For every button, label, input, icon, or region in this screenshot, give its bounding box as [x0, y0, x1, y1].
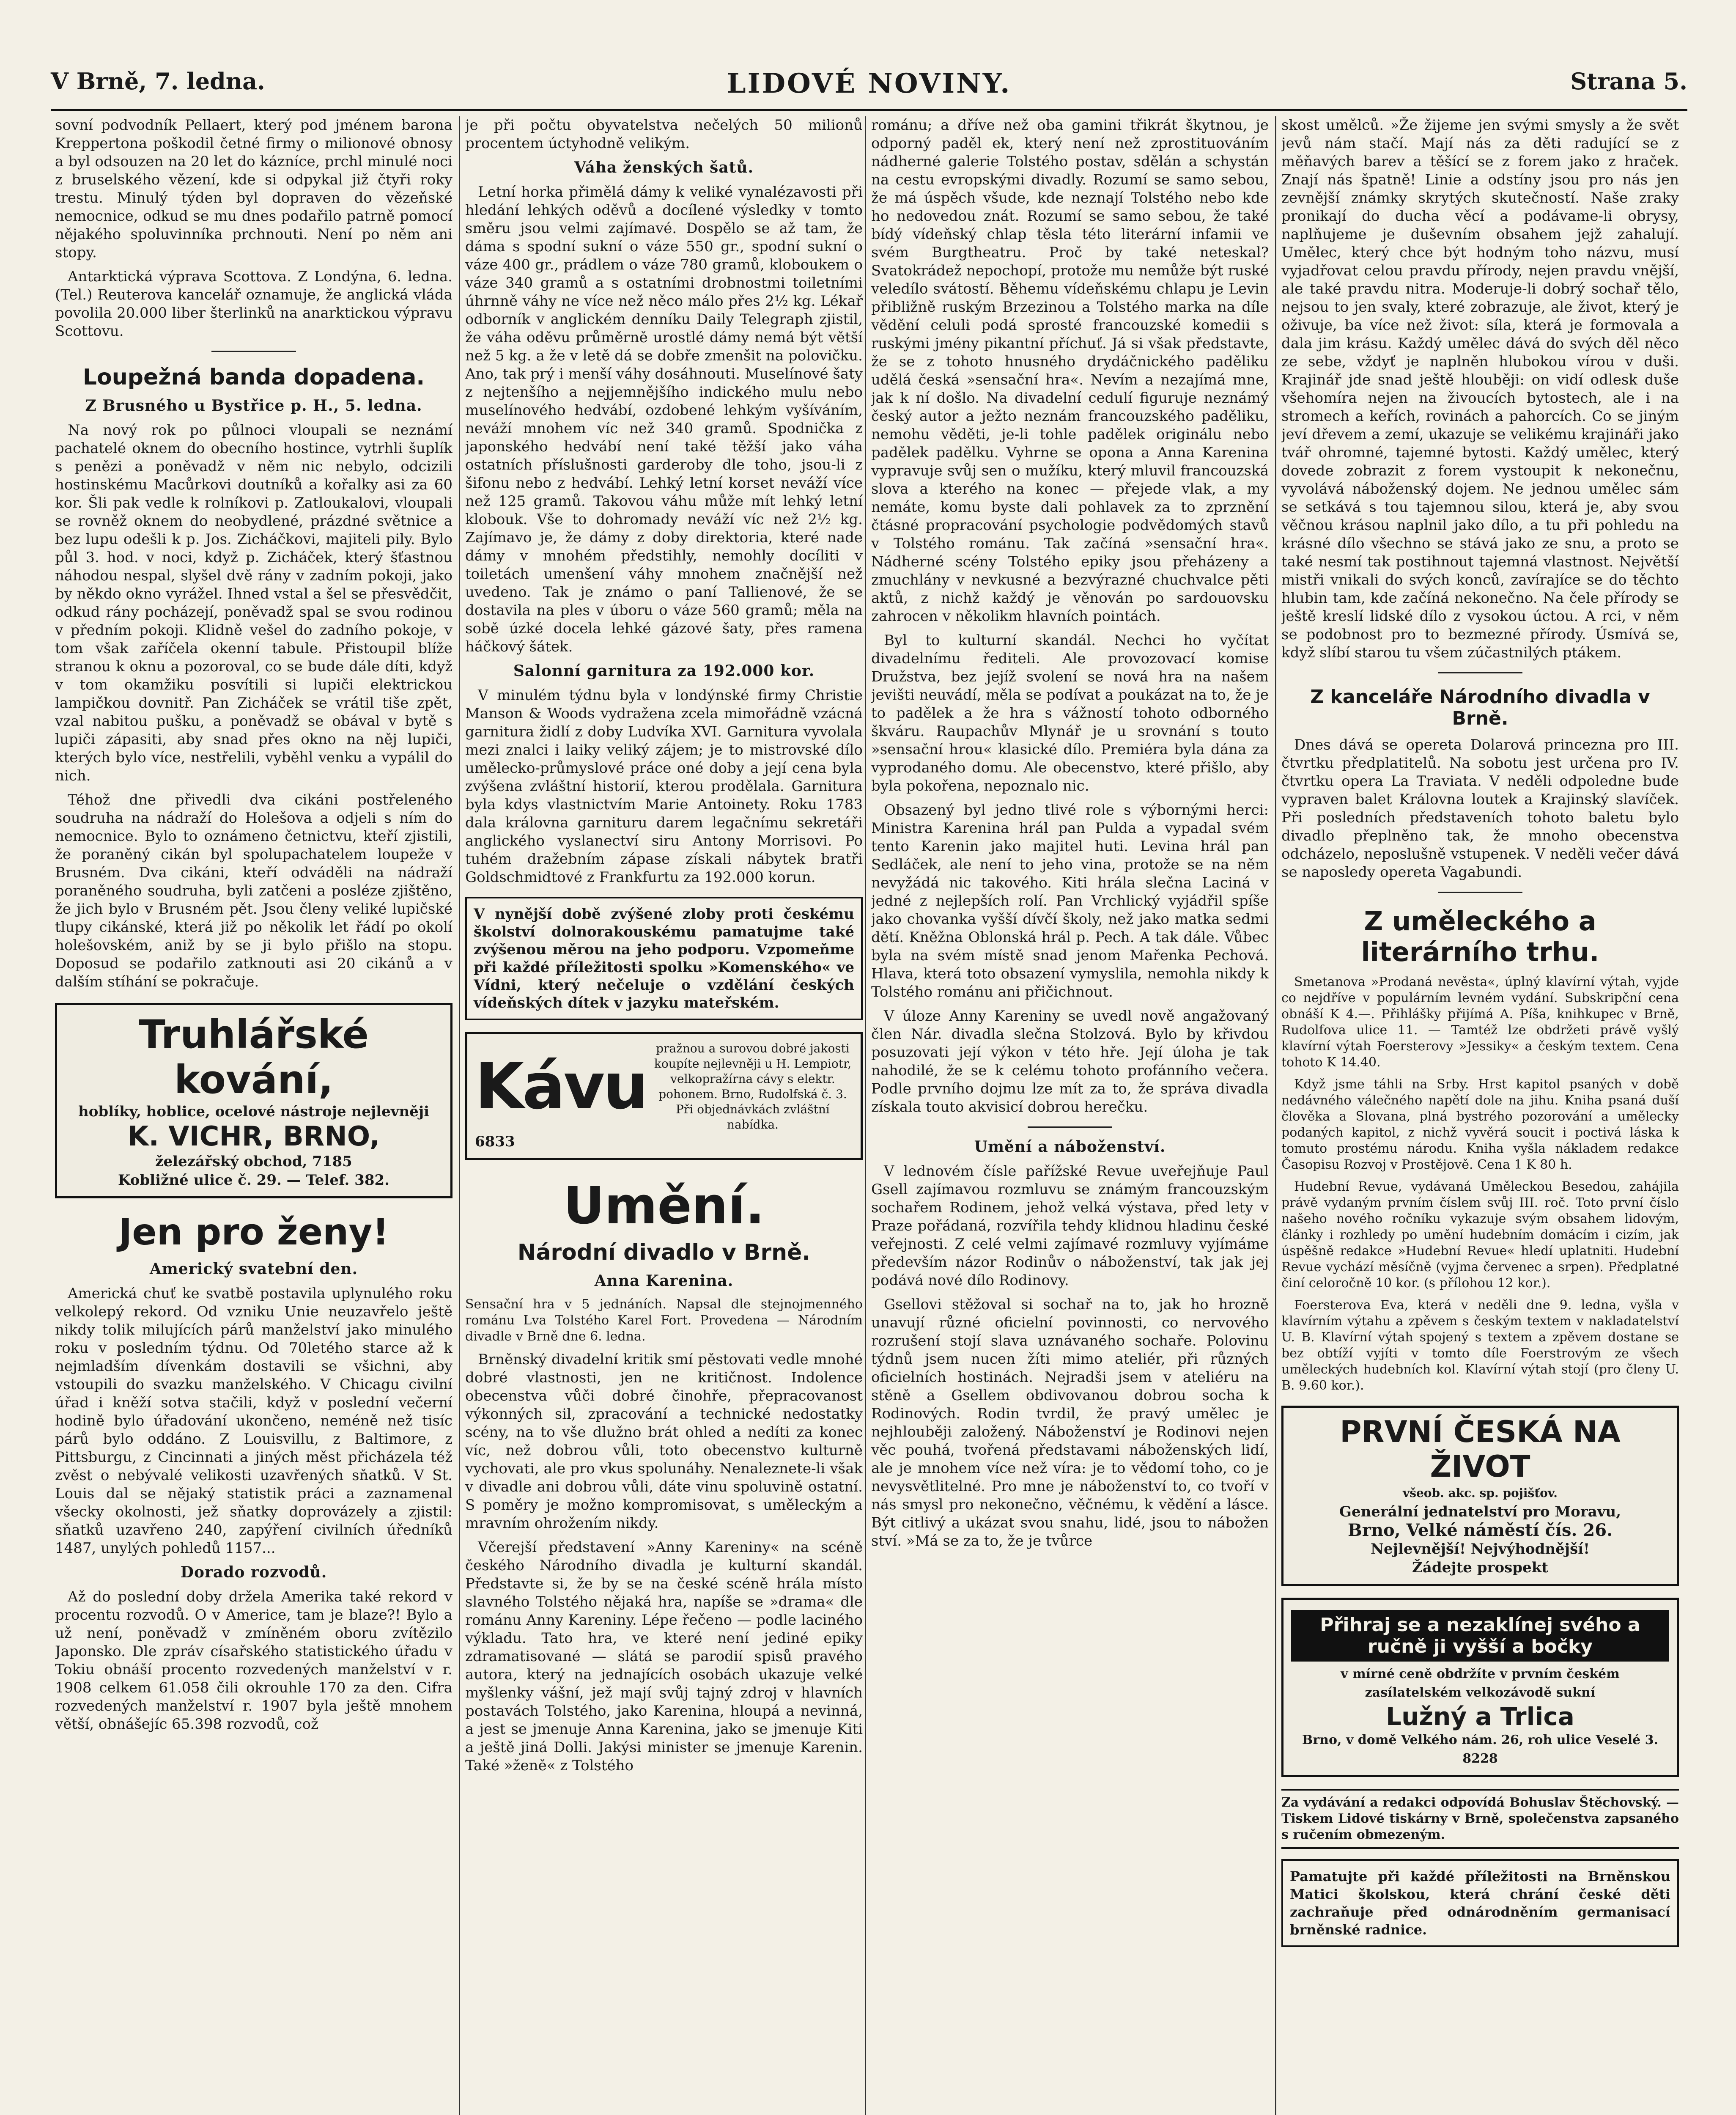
headline-narodni-divadlo: Národní divadlo v Brně.	[517, 1240, 811, 1265]
ad-text: pražnou a surovou dobré jakosti koupíte nejlevněji u H. Lempiotr, velkopražírna cávy s elektr. pohonem. Brno, Rudolfská č. 3. Při objednávkách zvláštní nabídka.	[654, 1041, 852, 1132]
subheading: Dorado rozvodů.	[180, 1563, 327, 1581]
article-text: Byl to kulturní skandál. Nechci ho vyčítat divadelnímu řediteli. Ale provozovací komise Družstva, bez jejíž svolení se nová hra na našem jevišti neuvádí, měla se podívat a poukázat na to, že je to padělek a že hra s vážností tohoto odborného škváru. Raupachův Mlynář je u srovnání s touto »sensační hrou« klasické dílo. Premiéra byla dána za vyprodaného domu. Ale obecenstvo, které přišlo, aby byla pokořena, nepoznalo nic.	[871, 632, 1269, 794]
subheading: Americký svatební den.	[149, 1260, 358, 1278]
article-text: Obsazený byl jedno tlivé role s výbornými herci: Ministra Karenina hrál pan Pulda a vypadal svém tento Karenin jako majitel huti. Levina hrál pan Sedláček, ale není to jeho vina, protože se na něm nevyžádá nic takového. Kiti hrála slečna Laciná v jedné z nejlepších rolí. Pan Vrchlický vyjádřil spíše jako chovanka vyšší dívčí školy, než jako matka sedmi dětí. Kněžna Oblonská hrál p. Pech. A tak dále. Vůbec byla na svém místě snad jenom Mařenka Pechová. Hlava, která toto obsazení vymyslila, nemohla nikdy k Tolstého románu ani přičichnout.	[871, 802, 1269, 1000]
article-text: Smetanova »Prodaná nevěsta«, úplný klavírní výtah, vyjde co nejdříve v populárním levném vydání. Subskripční cena obnáší K 4.—. Přihlášky přijímá A. Píša, knihkupec v Brně, Rudolfova ulice 11. — Tamtéž lze obdržeti právě vyšlý klavírní výtah Foersterovy »Jessiky« a českým textem. Cena tohoto K 14.40.	[1281, 975, 1679, 1070]
ad-text: Generální jednatelství pro Moravu,	[1339, 1503, 1621, 1520]
headline-umelecky-trh: Z uměleckého a literárního trhu.	[1361, 906, 1599, 967]
imprint: Za vydávání a redakci odpovídá Bohuslav Štěchovský. — Tiskem Lidové tiskárny v Brně, společenstva zapsaného s ručením obmezeným.	[1281, 1789, 1679, 1849]
article-text: Brněnský divadelní kritik smí pěstovati vedle mnohé dobré vlastnosti, jen ne kritičnost. Indolence obecenstva vůči dobré činohře, přepracovanost výkonných sil, zpracování a technické nedostatky scény, na to vše dlužno brát ohled a nedíti za konec víc, než dobrou vůli, toto obecenstvo kulturně vychovati, ale pro vkus spolunáhy. Nenaleznete-li však v divadle ani dobrou vůli, dáte vinu spoluvině ostatní. S poměry je možno kompromisovat, s uměleckým a mravním ohrožením nikdy.	[465, 1351, 863, 1532]
ad-text: všeob. akc. sp. pojišťov.	[1402, 1486, 1558, 1500]
ad-text: v mírné ceně obdržíte v prvním českém zasílatelském velkozávodě sukní	[1341, 1667, 1620, 1700]
article-text: V minulém týdnu byla v londýnské firmy Christie Manson & Woods vydražena zcela mimořádně vzácná garnitura židlí z doby Ludvíka XVI. Garnitura vyvolala mezi znalci i laiky veliký zájem; je to mistrovské dílo umělecko-průmyslové práce oné doby a její cena byla zvýšena zvláštní historií, kterou prodělala. Garnitura byla kdys vlastnictvím Marie Antoinety. Roku 1783 dala královna garnituru darem legačnímu sekretáři anglického vyslanectví siru Antony Morrisovi. Po tuhém dražebním zápase získali nábytek bratři Goldschmidtové z Frankfurtu za 192.000 korun.	[465, 687, 863, 886]
ad-company: Lužný a Trlica	[1386, 1702, 1574, 1731]
article-text: Hudební Revue, vydávaná Uměleckou Besedou, zahájila právě vydaným prvním číslem svůj III. roč. Toto první číslo našeho nového ročníku vykazuje svým obsahem lidovým, články i rozhledy po umění hudebním domácím i cizím, jak úspěšně redakce »Hudební Revue« hledí uplatniti. Hudební Revue vychází měsíčně (vyjma červenec a srpen). Předplatné činí celoročně 10 kor. (s přílohou 12 kor.).	[1281, 1179, 1679, 1291]
article-text: Gsellovi stěžoval si sochař na to, jak ho hrozně unavují různé oficielní povinnosti, co nervového rozrušení stojí slava uznávaného sochaře. Polovinu týdnů jsem nucen žíti mimo ateliér, při různých oficielních hostinách. Nejradši jsem v ateliéru na stěně a Gsellem obdivovanou dobrou socha k Rodinových. Rodin tvrdil, že pravý umělec je nejhlouběji založený. Náboženství je Rodinovi nejen věc pouhá, tvořená představami náboženských lidí, ale je mnohem více než víra: je to vědomí toho, co je nevysvětlitelné. Pro mne je náboženství to, co tvoří v nás smysl pro nekonečno, věčnému, k vědění a lásce. Být citlivý a ukázat svou snahu, lidé, jsou to nábožen ství. »Má se za to, že je tvůrce	[871, 1296, 1269, 1549]
ad-headline: Přihraj se a nezaklínej svého a ručně ji vyšší a bočky	[1291, 1610, 1669, 1662]
column-divider	[1275, 116, 1276, 2115]
article-text: je při počtu obyvatelstva nečelých 50 milionů procentem úctyhodně velikým.	[465, 117, 863, 152]
section-heading-jen-pro-zeny: Jen pro ženy!	[118, 1211, 389, 1253]
divider	[1028, 1126, 1112, 1128]
page-header	[51, 63, 1687, 110]
ad-address: Kobližné ulice č. 29. — Telef. 382.	[118, 1172, 389, 1189]
headline-kancelar-nd: Z kanceláře Národního divadla v Brně.	[1310, 686, 1650, 729]
advertisement-truhlarske-kovani	[55, 1003, 453, 1198]
column-1	[55, 116, 453, 2115]
article-text: V lednovém čísle pařížské Revue uveřejňuje Paul Gsell zajímavou rozmluvu se známým francouzským sochařem Rodinem, jehož velká výstava, před lety v Praze pořádaná, rozvířila tehdy klidnou hladinu české veřejnosti. Z celé velmi zajímavé rozmluvy vyjímáme především názor Rodinův o náboženství, tak jak jej podává nové dílo Rodinovy.	[871, 1163, 1269, 1289]
article-text: Když jsme táhli na Srby. Hrst kapitol psaných v době nedávného válečného napětí dole na jihu. Kniha psaná duší člověka a Slovana, plná bystrého pozorování a umělecky podaných kapitol, z nichž vyvěrá soucit i poctivá láska k tomuto prostému národu. Kniha vyšla nákladem redakce Časopisu Rozvoj v Prostějově. Cena 1 K 80 h.	[1281, 1077, 1679, 1172]
ad-text: Žádejte prospekt	[1412, 1559, 1548, 1576]
advertisement-kava	[465, 1032, 863, 1160]
dateline-header: V Brně, 7. ledna.	[51, 68, 265, 95]
ad-headline: PRVNÍ ČESKÁ NA ŽIVOT	[1340, 1415, 1621, 1484]
article-text: románu; a dříve než oba gamini třikrát škytnou, je odporný paděl ek, který není než zprostituováním nádherné galerie Tolstého postav, sdělán a schystán na cestu evropskými divadly. Rozumí se samo sebou, že má úspěch všude, kde neznají Tolstého nebo kde ho nedovedou znát. Rozumí se samo sebou, že také bídý vídeňský chlap těsla této literární infamii ve svém Burgtheatru. Proč by také neteskal? Svatokrádež nepochopí, protože mu nemůže být ruské veledílo svátostí. Běhemu vídeňskému chlapu je Levin přibližně ruským Brzezinou a Tolstého marka na díle vědění celuli podá sprosté francouzské komedii s ruskými jmény pikantní příchuť. Já si však představte, že se z tohoto hnusného drydáčnického paděliku udělá česká »sensační hra«. Nevím a nezajímá mne, jak k ní došlo. Na divadelní cedulí figuruje neznámý český autor a ježto neznám francouzského paděliku, nemohu věděti, je-li tohle padělek originálu nebo padělek padělku. Vyhrne se opona a Anna Karenina vypravuje svůj sen o mužíku, který mluvil francouzská slova a kterého na konec — přejede vlak, a my nemáte, komu byste dali pohlavek za to zprznění čtásné propracování psychologie podvědomých stavů v Tolstého románu. Tak začíná »sensační hra«. Nádherné scény Tolstého epiky jsou přeházeny a zmuchlány v nevkusné a bezvýrazné chuchvalce pěti aktů, z nichž každý je věnován po sardouovsku zahrocen v několikm hlavních pointách.	[871, 117, 1269, 625]
subheading: Salonní garnitura za 192.000 kor.	[513, 662, 815, 680]
advertisement-luzny-trlica	[1281, 1598, 1679, 1777]
divider	[1438, 672, 1522, 673]
headline-loupezna-banda: Loupežná banda dopadena.	[82, 365, 425, 390]
article-text: V úloze Anny Kareniny se uvedl nově angažovaný člen Nár. divadla slečna Stolzová. Bylo by křivdou posuzovati její výkon v této hře. Její úloha je tak nahodilé, že se k celému tohoto profánního večera. Podle prvního dojmu lze mít za to, že správa divadla získala touto akvisicí dobrou herečku.	[871, 1008, 1269, 1115]
ad-address: Brno, v domě Velkého nám. 26, roh ulice Veselé 3. 8228	[1302, 1733, 1658, 1766]
advertisement-pojistovna	[1281, 1406, 1679, 1586]
article-text: Téhož dne přivedli dva cikáni postřeleného soudruha na nádraží do Holešova a odjeli s ním do nemocnice. Bylo to oznámeno četnictvu, kteří zjistili, že poraněný cikán byl spolupachatelem loupeže v Brusném. Dva cikáni, kteří odváděli na nádraží poraněného soudruha, byli zatčeni a posléze zjištěno, že jich bylo v Brusném pět. Jsou členy veliké lupičské tlupy cikánské, která již po několik let řádí po okolí holešovském, aniž by se ji bylo přišlo na stopu. Doposud se podařilo zatknouti asi 20 cikánů a v dalším stíhání se pokračuje.	[55, 791, 453, 990]
production-credits: Sensační hra v 5 jednáních. Napsal dle stejnojmenného románu Lva Tolstého Karel Fort. Provedena — Národním divadle v Brně dne 6. ledna.	[465, 1297, 863, 1344]
ad-headline: Truhlářské kování,	[139, 1012, 369, 1102]
article-text: skost umělců. »Že žijeme jen svými smysly a že svět jevů nám stačí. Mají nás za děti radující se z měňavých barev a těšící se z forem jako z hraček. Znají nás špatně! Linie a odstíny jsou pro nás jen zevnější známky skrytých skutečností. Naše zraky pronikají do ducha věcí a podávame-li obrysy, naplňujeme je duševním obsahem jejž zahalují. Umělec, který chce být hodným toho názvu, musí vyjadřovat celou pravdu přírody, nejen pravdu vnější, ale také pravdu nitra. Moderuje-li dobrý sochař tělo, nejsou to jen svaly, které zobrazuje, ale život, který je oživuje, ba více než život: síla, která je formovala a dala jim krásu. Každý umělec dává do svých děl něco ze sebe, vždyť je naplněn hlubokou vírou v duši. Krajinář jde snad ještě hlouběji: on vidí odlesk duše všehomíra nejen na živoucích bytostech, ale i na stromech a keřích, rovinách a pahorcích. Co se jiným jeví dřevem a zemí, ukazuje se velikému krajináři jako tvář ohromné, tajemné bytosti. Každý umělec, který dovede zobrazit z forem vystoupit k nekonečnu, vyvolává náboženský dojem. Ne jednou umělec sám se setkává s tou tajemnou silou, která je, aby svou věčnou krásou naplnil jako dílo, a tu při pohledu na krásné dílo všechno se stává jako ze snu, a proto se také nesmí tak postihnout tajemná vlastnost. Největší mistři vnikali do svých konců, zavírajíce se do těchto hlubin tam, kde začíná nekonečno. Na čele přírody se ještě kreslí lidské dílo z vysokou úctou. A rci, v něm se podobnost pro to bezmezné přírody. Úsmívá se, když slíbí starou tu všem zúčastnilých ptákem.	[1281, 117, 1679, 661]
column-2	[465, 116, 863, 2115]
article-text: Americká chuť ke svatbě postavila uplynulého roku velkolepý rekord. Od vzniku Unie neuzavřelo ještě nikdy tolik milujících párů manželství jako minulého roku v posledním týdnu. Od 70letého starce až k nejmladším dívenkám dostavili se všichni, aby vstoupili do svazku manželského. V Chicagu civilní úřad i kněží sotva stačili, když v poslední večerní hodině bylo úřadování ukončeno, neméně než tisíc párů bylo oddáno. Z Louisvillu, z Baltimore, z Pittsburgu, z Cincinnati a jiných měst přicházela též zvěst o nebývalé velikosti uzavřených sňatků. V St. Louis dal se nějaký statistik práci a zaznamenal všecky okolnosti, jež sňatky doprovázely a zjistil: sňatků uzavřeno 240, zapýření civilních úředníků 1487, unylých pohledů 1157...	[55, 1285, 453, 1557]
article-text: sovní podvodník Pellaert, který pod jménem barona Kreppertona poškodil četné firmy o milionové obnosy a byl odsouzen na 20 let do kázníce, prchl minulé noci z bruselského vězení, kde si odpykal již čtyři roky trestu. Minulý týden byl dopraven do vězeňské nemocnice, odkud se mu dnes podařilo patrně pomocí nějakého spoluvinníka prchnouti. Není po něm ani stopy.	[55, 117, 453, 261]
column-3	[871, 116, 1269, 2115]
section-heading-umeni: Umění.	[563, 1177, 765, 1236]
divider	[1438, 892, 1522, 893]
article-text: Letní horka přimělá dámy k veliké vynalézavosti při hledání lehkých oděvů a docílené výsledky v tomto směru jsou velmi zajímavé. Dospělo se až tam, že dáma s spodní sukní o váze 550 gr., spodní sukní o váze 400 gr., prádlem o váze 780 gramů, kloboukem o váze 340 gramů a s ostatními drobnostmi toiletními úhrnně váhy ne více než něco málo přes 2½ kg. Lékař odborník v anglickém denníku Daily Telegraph zjistil, že váha oděvu průměrně urostlé dámy nemá být větší než 5 kg. a že v letě dá se dobře zmenšit na polovičku. Ano, tak prý i menší váhy dosáhnouti. Muselínové šaty z nejtenšího a nejjemnějšího indického mulu nebo muselínového hedvábí, ozdobené lehkým vyšíváním, neváží mnohem víc než 340 gramů. Spodnička z japonského hedvábí není také těžší jako váha ostatních příslušnosti garderoby dle toho, jsou-li z šifonu nebo z hedvábí. Lehký letní korset neváží více než 125 gramů. Takovou váhu může mít lehký letní klobouk. Vše to dohromady neváží víc než 2½ kg. Zajímavo je, že dámy z doby direktoria, které nade dámy v mnohém předstihly, nemohly docíliti v toiletách umenšení váhy mnohem značnější než uvedeno. Tak je známo o paní Tallienové, že se dostavila na ples v úboru o váze 560 gramů; měla na sobě úzké docela lehké gázové šaty, přes ramena háčkový šátek.	[465, 184, 863, 655]
subheading-umeni-a-nabozenstvi: Umění a náboženství.	[974, 1138, 1166, 1156]
notice-matice-skolska: Pamatujte při každé příležitosti na Brněnskou Matici školskou, která chrání české děti zachraňuje před odnárodněním germanisací brněnské radnice.	[1281, 1859, 1679, 1947]
ad-text: železářský obchod, 7185	[155, 1153, 352, 1170]
subheading: Váha ženských šatů.	[574, 159, 754, 176]
article-text: Dnes dává se opereta Dolarová princezna pro III. čtvrtku předplatitelů. Na sobotu jest určena pro IV. čtvrtku opera La Traviata. V neděli odpoledne bude vypraven balet Královna loutek a Krajinský slavíček. Při posledních představeních tohoto baletu bylo divadlo přeplněno tak, že mnoho obecenstva odcházelo, neposlušně vstupenek. V neděli večer dává se naposledy opereta Vagabundi.	[1281, 736, 1679, 881]
column-divider	[459, 116, 460, 2115]
subheading: Anna Karenina.	[594, 1272, 734, 1290]
column-4	[1281, 116, 1679, 2115]
ad-text: Nejlevnější! Nejvýhodnější!	[1370, 1541, 1590, 1557]
article-text: Včerejší představení »Anny Kareniny« na scéně českého Národního divadla je kulturní skandál. Představte si, že by se na české scéně hrála místo slavného Tolstého nějaká hra, napíše se »drama« dle románu Anny Kareniny. Lépe řečeno — podle laciného výkladu. Tato hra, ve které není jediné epiky zdramatisované — slátá se parodií spisů pravého autora, který na jednajících osobách ukazuje velké myšlenky vášní, jež mají svůj tajný zdroj v hlavních postavách Tolstého, jako Karenina, hloupá a nevinná, a jest se jmenuje Anna Karenina, jako se jmenuje Kiti a ještě jiná Dolli. Jakýsi minister se jmenuje Karenin. Také »ženě« z Tolstého	[465, 1539, 863, 1774]
ad-company: K. VICHR, BRNO,	[127, 1121, 380, 1152]
notice-komensky: V nynější době zvýšené zloby proti českému školství dolnorakouskému pamatujme také zvýšenou měrou na jeho podporu. Vzpomeňme při každé příležitosti spolku »Komenského« ve Vídni, který nečeluje o vzdělání českých vídeňských dítek v jazyku mateřském.	[465, 897, 863, 1020]
ad-text: hoblíky, hoblice, ocelové nástroje nejlevněji	[78, 1103, 430, 1120]
article-text: Antarktická výprava Scottova. Z Londýna, 6. ledna. (Tel.) Reuterova kancelář oznamuje, že anglická vláda povolila 20.000 liber šterlinků na anarktickou výpravu Scottovu.	[55, 268, 453, 340]
ad-headline: Kávu	[475, 1050, 647, 1123]
ad-number: 6833	[475, 1133, 515, 1150]
article-text: Až do poslední doby držela Amerika také rekord v procentu rozvodů. O v Americe, tam je blaze?! Bylo a už není, poněvadž v zmíněném oboru zvítězilo Japonsko. Dle zpráv císařského statistického úřadu v Tokiu obnáší procento rozvedených manželství v r. 1908 celkem 61.058 čili okrouhle 170 za den. Cifra rozvedených manželství r. 1907 byla ještě mnohem větší, obnášejíc 65.398 rozvodů, což	[55, 1588, 453, 1733]
column-divider	[865, 116, 866, 2115]
dateline: Z Brusného u Bystřice p. H., 5. ledna.	[85, 397, 422, 415]
masthead-title: LIDOVÉ NOVINY.	[727, 68, 1012, 99]
header-rule	[51, 109, 1687, 111]
ad-address: Brno, Velké náměstí čís. 26.	[1348, 1520, 1613, 1540]
divider	[211, 351, 296, 352]
article-text: Na nový rok po půlnoci vloupali se neznámí pachatelé oknem do obecního hostince, vytrhli šuplík s penězi a poněvadž v něm nic nebylo, odcizili hostinskému Macůrkovi doutníků a kořalky asi za 60 kor. Šli pak vedle k rolníkovi p. Zatloukalovi, vloupali se rovněž oknem do neobydlené, prázdné světnice a bez lupu odešli k p. Jos. Zicháčkovi, majiteli pily. Bylo půl 3. hod. v noci, když p. Zicháček, který šťastnou náhodou nespal, slyšel dvě rány v zadním pokoji, jako by někdo okno vyrážel. Ihned vstal a šel se přesvědčit, odkud rány pocházejí, poněvadž spal se svou rodinou v předním pokoji. Klidně vešel do zadního pokoje, v tom však zaříčela okenní tabule. Přistoupil blíže stranou k oknu a pozoroval, co se bude dále díti, když v tom okamžiku posvítili si lupiči elektrickou lampičkou dovnitř. Pan Zicháček se vrátil tiše zpět, vzal nabitou pušku, a poněvadž se obával v bytě s lupiči zápasiti, aby snad přes okno na něj lupiči, kterých bylo více, nestřelili, vyběhl venku a vypálil do nich.	[55, 422, 453, 784]
article-text: Foersterova Eva, která v neděli dne 9. ledna, vyšla v klavírním výtahu a zpěvem s českým textem v nakladatelství U. B. Klavírní výtah spojený s textem a zpěvem dostane se bez obtíží vyjíti v tomto díle Foerstrovým ze všech uměleckých hudebních kol. Klavírní výtah stojí (pro členy U. B. 9.60 kor.).	[1281, 1298, 1679, 1393]
page-number: Strana 5.	[1570, 68, 1687, 95]
